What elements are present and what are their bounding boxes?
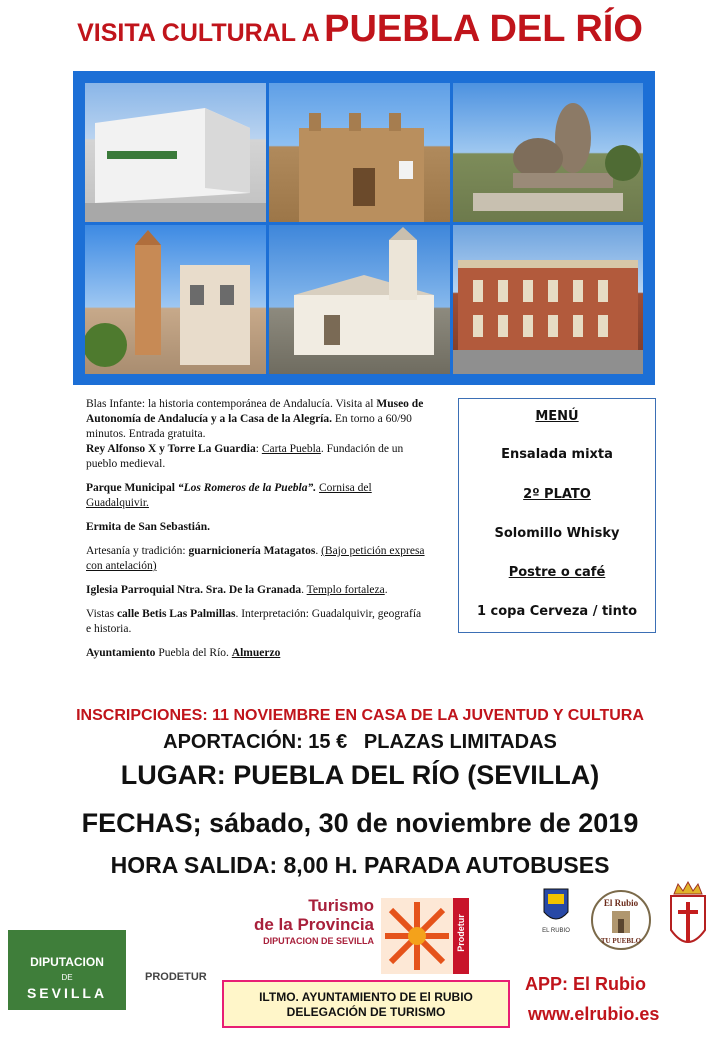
hora-line: HORA SALIDA: 8,00 H. PARADA AUTOBUSES: [110, 852, 610, 878]
ayuntamiento-line2: DELEGACIÓN DE TURISMO: [286, 1005, 446, 1019]
text-segment: Puebla del Río.: [155, 647, 232, 659]
photo-museum: [85, 83, 266, 222]
menu-item-main: Solomillo Whisky: [494, 526, 620, 541]
text-segment: calle Betis Las Palmillas: [116, 608, 236, 620]
prodetur-vertical-text: Prodetur: [456, 914, 466, 952]
text-segment: Ermita de San Sebastián.: [86, 521, 210, 533]
itinerary-artesania: [86, 544, 426, 574]
prodetur-sun-logo: [381, 898, 469, 974]
tower-illustration: [269, 83, 450, 222]
ayuntamiento-line1: ILTMO. AYUNTAMIENTO DE El RUBIO: [259, 990, 473, 1004]
shield-icon: [543, 888, 569, 926]
itinerary-parque: [86, 481, 426, 511]
hermitage-illustration: [269, 225, 450, 374]
itinerary: [86, 397, 426, 670]
title-prefix: VISITA CULTURAL A: [77, 19, 320, 47]
diputacion-emblem: [8, 930, 126, 1010]
text-segment: Parque Municipal: [86, 482, 178, 494]
coat-of-arms: [668, 880, 708, 954]
menu-item-salad: Ensalada mixta: [501, 447, 613, 462]
text-segment: guarnicionería Matagatos: [188, 545, 316, 557]
badge-top-text: El Rubio: [603, 898, 639, 908]
monument-illustration: [453, 83, 643, 222]
bell-tower-illustration: [85, 225, 266, 374]
turismo-logo-text: [234, 896, 374, 946]
text-segment: Templo fortaleza: [306, 584, 385, 596]
prodetur-label: PRODETUR: [145, 971, 207, 983]
itinerary-iglesia: [86, 583, 426, 598]
text-segment: Artesanía y tradición:: [86, 545, 189, 557]
app-label: APP: El Rubio: [525, 974, 646, 994]
photo-monument: [453, 83, 643, 222]
text-segment: .: [315, 545, 322, 557]
turismo-line3: DIPUTACION DE SEVILLA: [263, 936, 374, 946]
page-title: [0, 8, 720, 51]
diputacion-top-text: DIPUTACION: [30, 955, 104, 969]
el-rubio-small-caption: EL RUBIO: [542, 928, 570, 934]
text-segment: :: [255, 443, 262, 455]
photo-hermitage: [269, 225, 450, 374]
aportacion-line: APORTACIÓN: 15 € PLAZAS LIMITADAS: [163, 731, 557, 753]
ayuntamiento-box: [222, 980, 510, 1028]
text-segment: Carta Puebla: [261, 443, 321, 455]
menu-box: [458, 398, 656, 633]
text-segment: . Interpretación: Guadalquivir, geografía e historia.: [86, 608, 422, 635]
text-segment: Almuerzo: [231, 647, 281, 659]
text-segment: .: [301, 584, 307, 596]
menu-dessert: Postre o café: [508, 565, 606, 580]
website-link[interactable]: www.elrubio.es: [528, 1004, 660, 1024]
diputacion-bottom-text: SEVILLA: [26, 985, 108, 1001]
menu-heading: MENÚ: [535, 409, 579, 424]
text-segment: .: [384, 584, 388, 596]
diputacion-logo: [8, 930, 126, 1010]
museum-illustration: [85, 83, 266, 222]
itinerary-blas-infante: [86, 397, 426, 472]
photo-collage: [73, 71, 655, 385]
diputacion-de-text: DE: [61, 973, 73, 982]
photo-bell-tower: [85, 225, 266, 374]
text-segment: Cornisa del Guadalquivir.: [86, 482, 372, 509]
itinerary-vistas: [86, 607, 426, 637]
text-segment: Iglesia Parroquial Ntra. Sra. De la Granada: [86, 584, 302, 596]
turismo-line2: de la Provincia: [254, 915, 374, 934]
text-segment: Museo de Autonomía de Andalucía y a la Casa de la Alegría.: [86, 398, 424, 425]
text-segment: Ayuntamiento: [86, 647, 156, 659]
coat-of-arms-icon: [668, 880, 708, 954]
town-hall-illustration: [453, 225, 643, 374]
photo-tower: [269, 83, 450, 222]
text-segment: Rey Alfonso X y Torre La Guardia: [86, 443, 256, 455]
text-segment: En torno a 60/90 minutos. Entrada gratuita.: [86, 413, 412, 440]
lugar-line: LUGAR: PUEBLA DEL RÍO (SEVILLA): [120, 760, 600, 790]
menu-drink: 1 copa Cerveza / tinto: [476, 604, 638, 619]
fechas-line: FECHAS; sábado, 30 de noviembre de 2019: [81, 808, 639, 838]
text-segment: Vistas: [86, 608, 117, 620]
prodetur-vertical-wrap: [453, 898, 469, 974]
el-rubio-tu-pueblo-logo: [590, 889, 652, 951]
text-segment: (Bajo petición expresa con antelación): [86, 545, 425, 572]
text-segment: Blas Infante: la historia contemporánea de Andalucía. Visita al: [86, 398, 377, 410]
itinerary-ayuntamiento: [86, 646, 426, 661]
inscripciones-line: INSCRIPCIONES: 11 NOVIEMBRE EN CASA DE LA JUVENTUD Y CULTURA: [76, 707, 644, 724]
el-rubio-shield-small: [543, 888, 569, 926]
tower-badge-icon: [590, 889, 652, 951]
title-place: PUEBLA DEL RÍO: [324, 8, 643, 50]
text-segment: “Los Romeros de la Puebla”.: [177, 482, 317, 494]
turismo-line1: Turismo: [308, 896, 374, 915]
itinerary-ermita: [86, 520, 426, 535]
text-segment: . Fundación de un pueblo medieval.: [86, 443, 404, 470]
photo-town-hall: [453, 225, 643, 374]
menu-second-course: 2º PLATO: [523, 487, 591, 502]
badge-bottom-text: TU PUEBLO: [600, 937, 642, 945]
